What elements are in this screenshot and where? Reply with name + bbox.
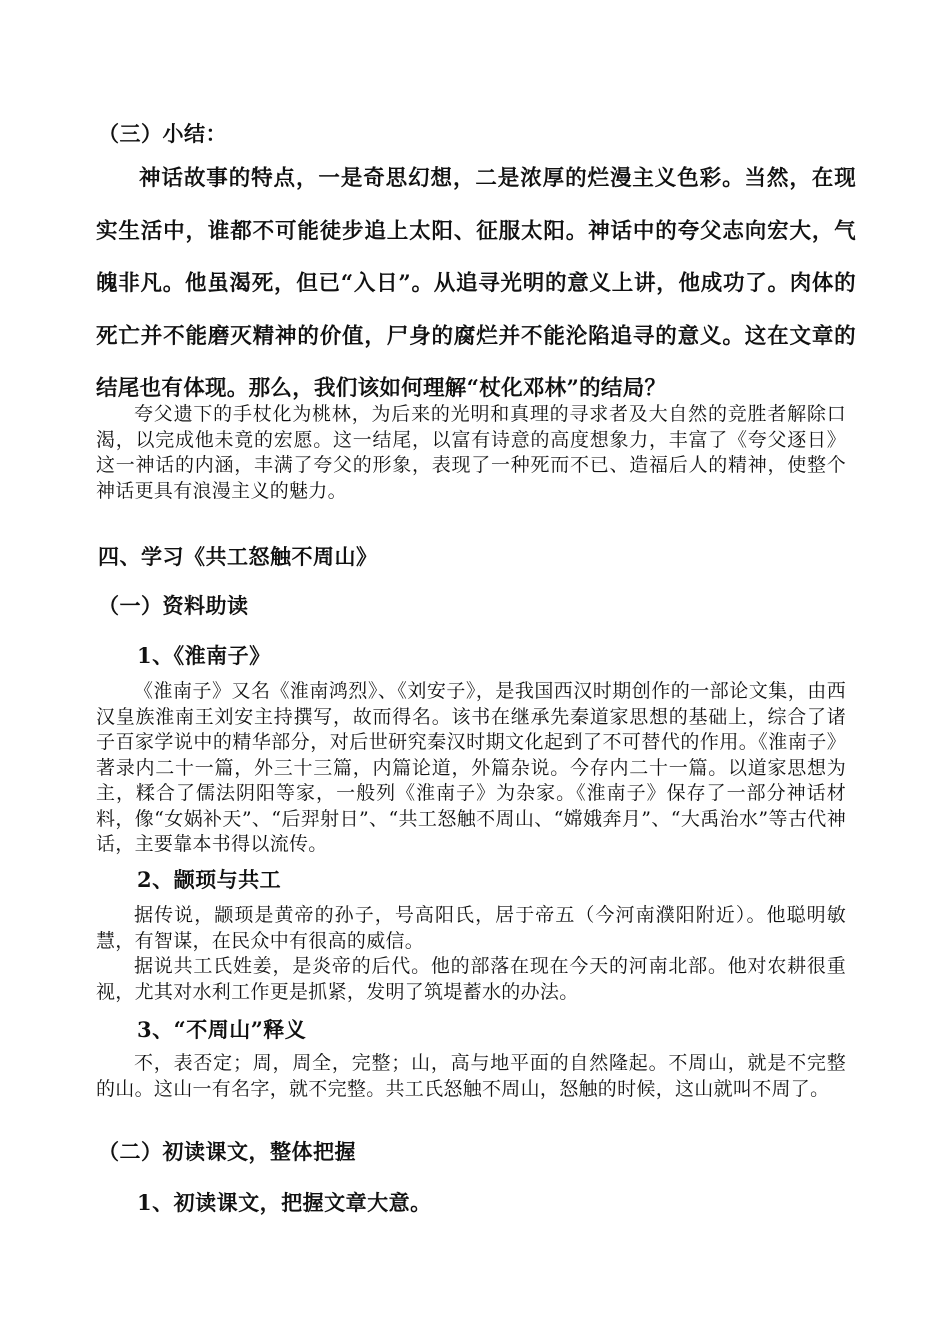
summary-bold-paragraph: 神话故事的特点，一是奇思幻想，二是浓厚的烂漫主义色彩。当然，在现实生活中，谁都不可能徒步追上太阳、征服太阳。神话中的夸父志向宏大，气魄非凡。他虽渴死，但已“入日”。从追寻光明的意义上讲，他成功了。肉体的死亡并不能磨灭精神的价值，尸身的腐烂并不能沦陷追寻的意义。这在文章的结尾也有体现。那么，我们该如何理解“杖化邓林”的结局？ xyxy=(96,166,856,401)
summary-heading: （三）小结： xyxy=(98,121,227,146)
gonggong-paragraph: 据说共工氏姓姜，是炎帝的后代。他的部落在现在今天的河南北部。他对农耕很重视，尤其对水利工作更是抓紧，发明了筑堤蓄水的办法。 xyxy=(96,955,846,1003)
zhuanxu-gonggong-title: 2、颛顼与共工 xyxy=(137,867,282,892)
summary-answer-paragraph: 夸父遗下的手杖化为桃林，为后来的光明和真理的寻求者及大自然的竞胜者解除口渴，以完成他未竟的宏愿。这一结尾，以富有诗意的高度想象力，丰富了《夸父逐日》这一神话的内涵，丰满了夸父的形象，表现了一种死而不已、造福后人的精神，使整个神话更具有浪漫主义的魅力。 xyxy=(96,403,846,502)
buzhoushan-title: 3、“不周山”释义 xyxy=(137,1017,307,1042)
reading-heading: （二）初读课文，整体把握 xyxy=(98,1139,356,1164)
huainanzi-title: 1、《淮南子》 xyxy=(137,643,271,668)
buzhoushan-paragraph: 不，表否定；周，周全，完整；山，高与地平面的自然隆起。不周山，就是不完整的山。这山一有名字，就不完整。共工氏怒触不周山，怒触的时候，这山就叫不周了。 xyxy=(96,1052,846,1100)
section4-heading: 四、学习《共工怒触不周山》 xyxy=(98,544,378,569)
zhuanxu-paragraph: 据传说，颛顼是黄帝的孙子，号高阳氏，居于帝五（今河南濮阳附近）。他聪明敏慧，有智谋，在民众中有很高的威信。 xyxy=(96,904,846,952)
materials-heading: （一）资料助读 xyxy=(98,593,249,618)
huainanzi-paragraph: 《淮南子》又名《淮南鸿烈》、《刘安子》，是我国西汉时期创作的一部论文集，由西汉皇族淮南王刘安主持撰写，故而得名。该书在继承先秦道家思想的基础上，综合了诸子百家学说中的精华部分，对后世研究秦汉时期文化起到了不可替代的作用。《淮南子》著录内二十一篇，外三十三篇，内篇论道，外篇杂说。今存内二十一篇。以道家思想为主，糅合了儒法阴阳等家，一般列《淮南子》为杂家。《淮南子》保存了一部分神话材料，像“女娲补天”、“后羿射日”、“共工怒触不周山、“嫦娥奔月”、“大禹治水”等古代神话，主要靠本书得以流传。 xyxy=(96,680,846,855)
reading-item: 1、初读课文，把握文章大意。 xyxy=(137,1190,432,1215)
